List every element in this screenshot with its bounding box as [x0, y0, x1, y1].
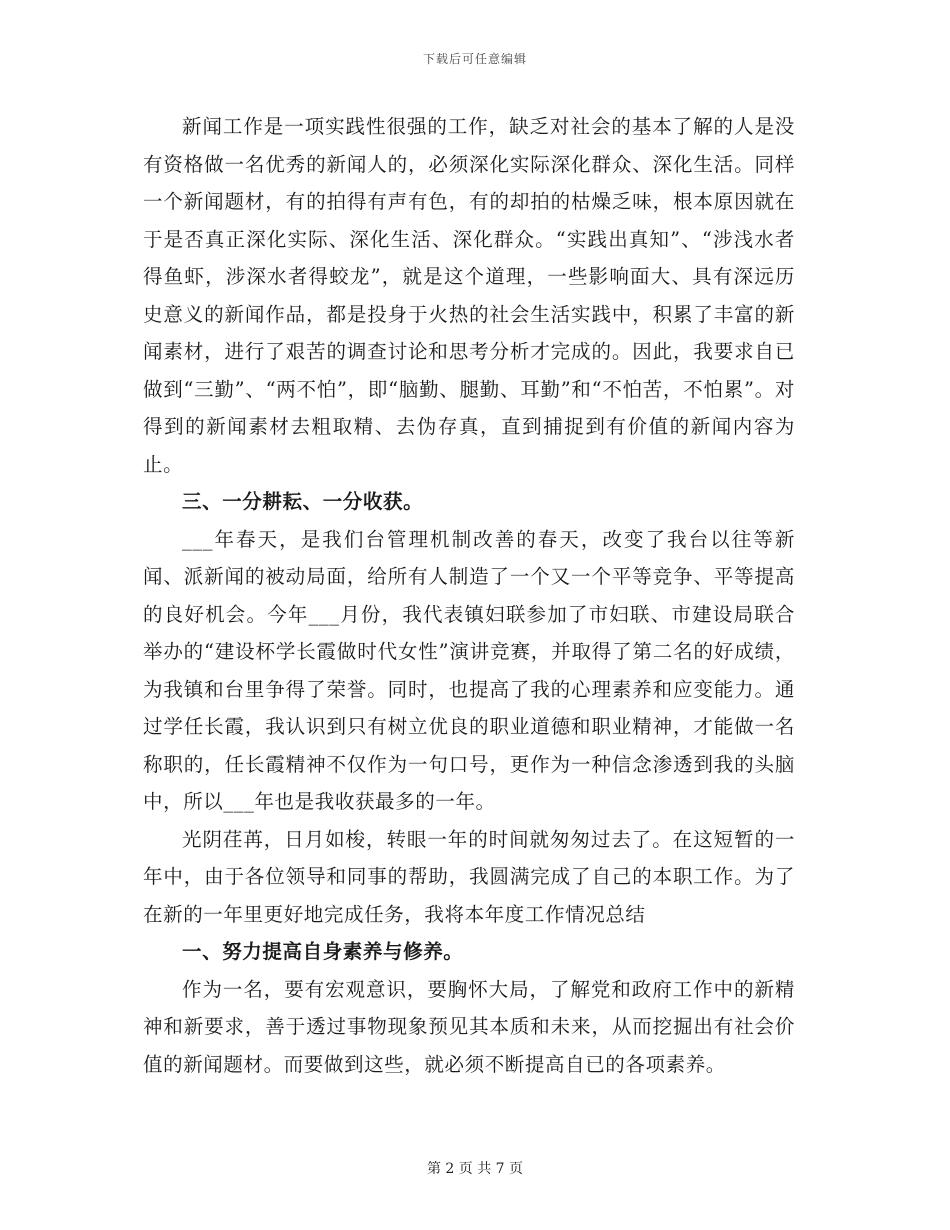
- page-header: 下载后可任意编辑: [422, 52, 527, 66]
- section-heading-quality: 一、努力提高自身素养与修养。: [182, 940, 464, 963]
- page-number: 第 2 页 共 7 页: [426, 1161, 524, 1177]
- section-heading-harvest: 三、一分耕耘、一分收获。: [182, 490, 424, 513]
- paragraph-practice: 新闻工作是一项实践性很强的工作，缺乏对社会的基本了解的人是没有资格做一名优秀的新闻人的，必须深化实际深化群众、深化生活。同样一个新闻题材，有的拍得有声有色，有的却拍的枯燥乏味，根本原因就在于是否真正深化实际、深化生活、深化群众。“实践出真知”、“涉浅水者得鱼虾，涉深水者得蛟龙”，就是这个道理，一些影响面大、具有深远历史意义的新闻作品，都是投身于火热的社会生活实践中，积累了丰富的新闻素材，进行了艰苦的调查讨论和思考分析才完成的。因此，我要求自已做到“三勤”、“两不怕”，即“脑勤、腿勤、耳勤”和“不怕苦，不怕累”。对得到的新闻素材去粗取精、去伪存真，直到捕捉到有价值的新闻内容为止。: [143, 115, 795, 476]
- document-body: [143, 108, 795, 1083]
- paragraph-summary-intro: 光阴荏苒，日月如梭，转眼一年的时间就匆匆过去了。在这短暂的一年中，由于各位领导和同事的帮助，我圆满完成了自己的本职工作。为了在新的一年里更好地完成任务，我将本年度工作情况总结: [143, 827, 795, 926]
- paragraph-spring: ___年春天，是我们台管理机制改善的春天，改变了我台以往等新闻、派新闻的被动局面，给所有人制造了一个又一个平等竞争、平等提高的良好机会。今年___月份，我代表镇妇联参加了市妇联、市建设局联合举办的“建设杯学长霞做时代女性”演讲竞赛，并取得了第二名的好成绩，为我镇和台里争得了荣誉。同时，也提高了我的心理素养和应变能力。通过学任长霞，我认识到只有树立优良的职业道德和职业精神，才能做一名称职的，任长霞精神不仅作为一句口号，更作为一种信念渗透到我的头脑中，所以___年也是我收获最多的一年。: [143, 527, 795, 813]
- paragraph-awareness: 作为一名，要有宏观意识，要胸怀大局，了解党和政府工作中的新精神和新要求，善于透过事物现象预见其本质和未来，从而挖掘出有社会价值的新闻题材。而要做到这些，就必须不断提高自已的各项素养。: [143, 977, 795, 1076]
